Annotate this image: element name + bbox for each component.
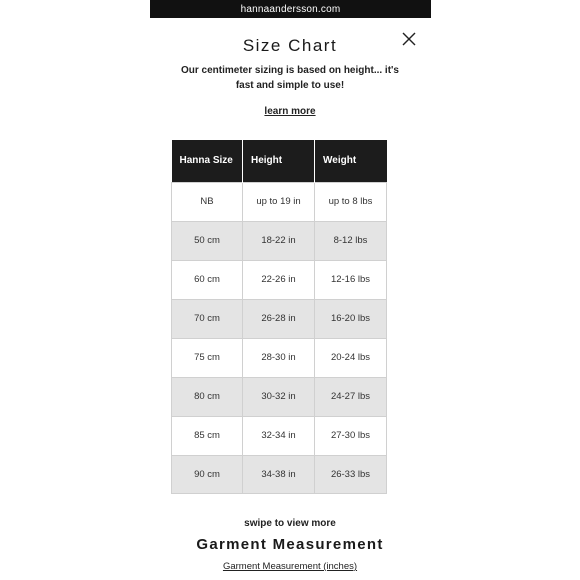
subtitle: Our centimeter sizing is based on height... it's fast and simple to use!	[181, 65, 399, 91]
cell-weight: 16-20 lbs	[315, 299, 387, 338]
swipe-hint: swipe to view more	[244, 518, 336, 529]
cell-size: NB	[172, 182, 243, 221]
size-chart-table	[171, 140, 387, 494]
table-row	[172, 377, 387, 416]
cell-size: 60 cm	[172, 260, 243, 299]
cell-weight: 12-16 lbs	[315, 260, 387, 299]
cell-height: up to 19 in	[243, 182, 315, 221]
cell-height: 30-32 in	[243, 377, 315, 416]
cell-height: 32-34 in	[243, 416, 315, 455]
cell-size: 90 cm	[172, 455, 243, 493]
cell-size: 50 cm	[172, 221, 243, 260]
cell-weight: 20-24 lbs	[315, 338, 387, 377]
garment-measurement-link[interactable]: Garment Measurement (inches)	[222, 561, 358, 572]
cell-weight: 24-27 lbs	[315, 377, 387, 416]
garment-link-container	[0, 561, 580, 572]
header-height: Height	[243, 140, 315, 182]
learn-more-link[interactable]: learn more	[264, 106, 316, 117]
table-row	[172, 221, 387, 260]
garment-measurement-title: Garment Measurement	[196, 536, 384, 553]
table-row	[172, 260, 387, 299]
page-title: Size Chart	[242, 36, 338, 55]
table-header-row	[172, 140, 387, 182]
header-hanna-size: Hanna Size	[172, 140, 243, 182]
browser-url-bar[interactable]	[150, 0, 431, 18]
table-row	[172, 455, 387, 493]
table-row	[172, 299, 387, 338]
cell-weight: 8-12 lbs	[315, 221, 387, 260]
learn-more-container	[0, 106, 580, 117]
cell-height: 34-38 in	[243, 455, 315, 493]
cell-weight: 27-30 lbs	[315, 416, 387, 455]
cell-size: 80 cm	[172, 377, 243, 416]
header-weight: Weight	[315, 140, 387, 182]
table-row	[172, 182, 387, 221]
url-text: hannaandersson.com	[240, 3, 341, 15]
cell-size: 70 cm	[172, 299, 243, 338]
cell-size: 75 cm	[172, 338, 243, 377]
cell-weight: up to 8 lbs	[315, 182, 387, 221]
cell-height: 26-28 in	[243, 299, 315, 338]
cell-height: 22-26 in	[243, 260, 315, 299]
table-row	[172, 416, 387, 455]
cell-size: 85 cm	[172, 416, 243, 455]
cell-weight: 26-33 lbs	[315, 455, 387, 493]
table-row	[172, 338, 387, 377]
cell-height: 28-30 in	[243, 338, 315, 377]
cell-height: 18-22 in	[243, 221, 315, 260]
